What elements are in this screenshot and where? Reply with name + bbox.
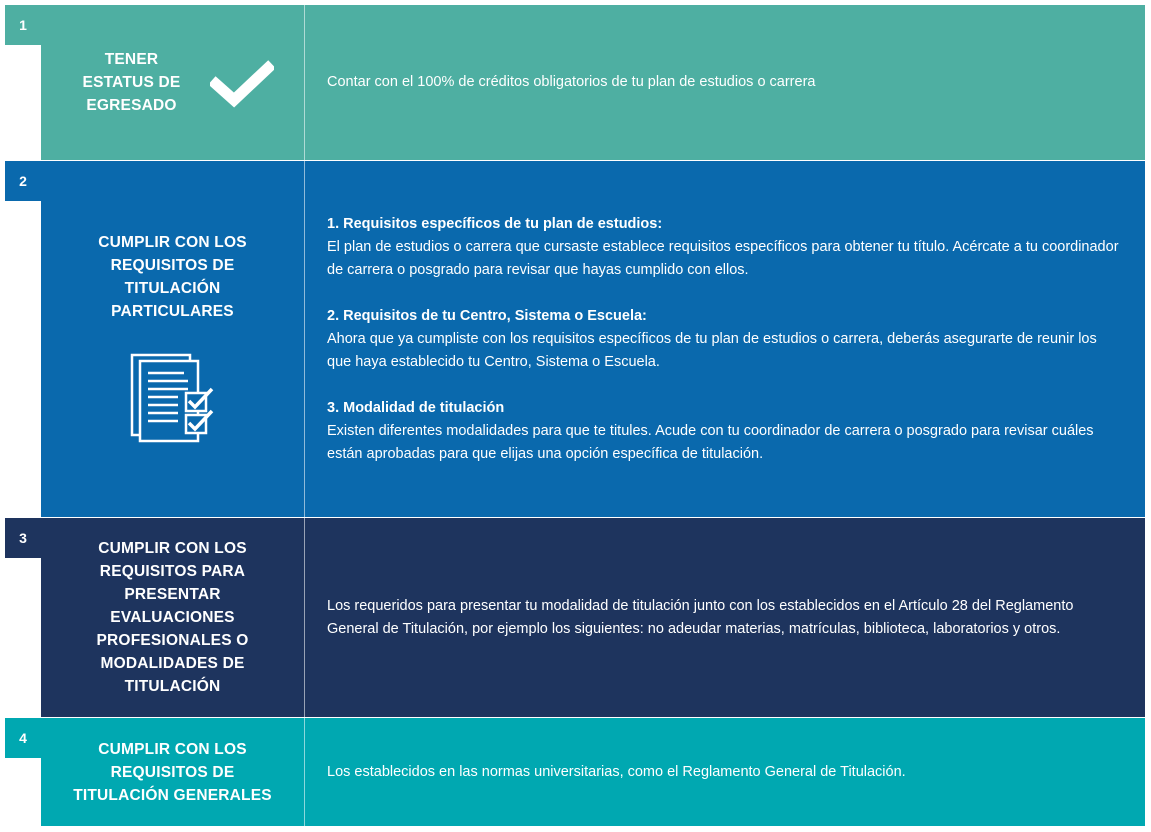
requirement-item-2 — [327, 305, 1123, 374]
step-description-cell — [305, 518, 1145, 717]
requirement-heading: 1. Requisitos específicos de tu plan de estudios: — [327, 215, 663, 232]
requirement-item-3 — [327, 397, 1123, 466]
document-checklist-icon — [128, 351, 218, 447]
step-description: Contar con el 100% de créditos obligatorios de tu plan de estudios o carrera — [327, 74, 816, 90]
step-title: CUMPLIR CON LOS REQUISITOS DE TITULACIÓN PARTICULARES — [98, 234, 247, 320]
requirement-heading: 3. Modalidad de titulación — [327, 399, 505, 416]
requirement-body: Existen diferentes modalidades para que te titules. Acude con tu coordinador de carrera o posgrado para revisar cuáles están aprobadas para que elijas una opción específica de titulación. — [327, 422, 1094, 462]
step-title-cell — [41, 718, 305, 826]
step-row-1 — [41, 5, 1145, 160]
step-title: CUMPLIR CON LOS REQUISITOS DE TITULACIÓN GENERALES — [73, 740, 272, 804]
step-title-cell — [41, 5, 305, 160]
step-description: Los establecidos en las normas universitarias, como el Reglamento General de Titulación. — [327, 763, 906, 780]
step-description-cell — [305, 5, 1145, 160]
step-title-cell — [41, 161, 305, 517]
checkmark-icon — [210, 58, 274, 108]
step-title: CUMPLIR CON LOS REQUISITOS PARA PRESENTAR EVALUACIONES PROFESIONALES O MODALIDADES DE TITULACIÓN — [96, 540, 249, 695]
step-title-cell — [41, 518, 305, 717]
step-description: Los requeridos para presentar tu modalidad de titulación junto con los establecidos en el Artículo 28 del Reglamento General de Titulación, por ejemplo los siguientes: no adeudar materias, matrículas, biblioteca, laboratorios y otros. — [327, 597, 1074, 637]
step-row-3 — [41, 518, 1145, 717]
step-number-4: 4 — [5, 718, 41, 758]
step-number-1: 1 — [5, 5, 41, 45]
requirement-item-1 — [327, 213, 1123, 282]
step-number-2: 2 — [5, 161, 41, 201]
step-description-cell — [305, 161, 1145, 517]
step-row-2 — [41, 161, 1145, 517]
requirement-body: Ahora que ya cumpliste con los requisitos específicos de tu plan de estudios o carrera, deberás asegurarte de reunir los que haya establecido tu Centro, Sistema o Escuela. — [327, 330, 1097, 370]
step-number-3: 3 — [5, 518, 41, 558]
step-description-cell — [305, 718, 1145, 826]
requirement-body: El plan de estudios o carrera que cursaste establece requisitos específicos para obtener tu título. Acércate a tu coordinador de carrera o posgrado para revisar que hayas cumplido con ellos. — [327, 238, 1119, 278]
step-title: TENER ESTATUS DE EGRESADO — [82, 51, 181, 114]
requirement-heading: 2. Requisitos de tu Centro, Sistema o Escuela: — [327, 307, 647, 324]
step-row-4 — [41, 718, 1145, 826]
